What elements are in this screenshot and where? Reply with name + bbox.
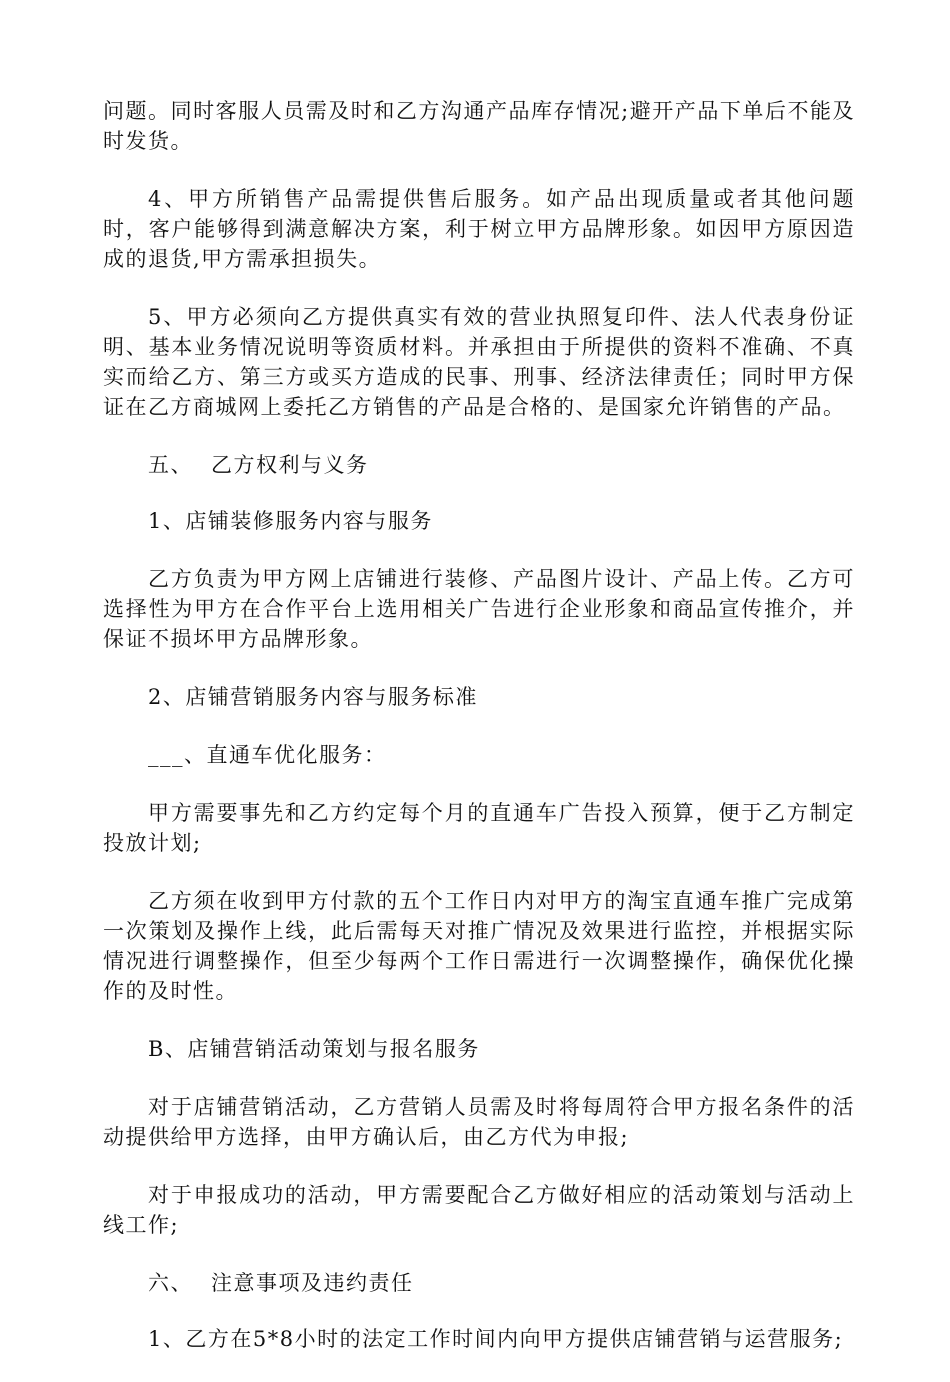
paragraph-through-train-service: ___、直通车优化服务： [148,743,387,767]
document-body [103,96,855,1382]
paragraph-item-b-campaigns: B、店铺营销活动策划与报名服务 [148,1037,480,1061]
paragraph-clause-5-qualifications: 5、甲方必须向乙方提供真实有效的营业执照复印件、法人代表身份证明、基本业务情况说明等资质材料。并承担由于所提供的资料不准确、不真实而给乙方、第三方或买方造成的民事、刑事、经济法律责任；同时甲方保证在乙方商城网上委托乙方销售的产品是合格的、是国家允许销售的产品。 [103,305,855,419]
section-heading-6 [103,1268,855,1298]
paragraph-item-1-store-decoration: 1、店铺装修服务内容与服务 [148,509,433,533]
paragraph-service-hours: 1、乙方在5*8小时的法定工作时间内向甲方提供店铺营销与运营服务; [148,1327,844,1351]
section-title: 乙方权利与义务 [211,453,369,477]
paragraph-inventory-note: 问题。同时客服人员需及时和乙方沟通产品库存情况;避开产品下单后不能及时发货。 [103,99,855,153]
section-number: 五、 [148,453,193,477]
section-number: 六、 [148,1271,193,1295]
paragraph-budget-agreement: 甲方需要事先和乙方约定每个月的直通车广告投入预算，便于乙方制定投放计划; [103,801,855,855]
paragraph-decoration-details: 乙方负责为甲方网上店铺进行装修、产品图片设计、产品上传。乙方可选择性为甲方在合作平台上选用相关广告进行企业形象和商品宣传推介，并保证不损坏甲方品牌形象。 [103,567,855,651]
section-title: 注意事项及违约责任 [211,1271,414,1295]
paragraph-campaign-cooperation: 对于申报成功的活动，甲方需要配合乙方做好相应的活动策划与活动上线工作; [103,1183,855,1237]
paragraph-campaign-selection: 对于店铺营销活动，乙方营销人员需及时将每周符合甲方报名条件的活动提供给甲方选择，由甲方确认后，由乙方代为申报; [103,1095,855,1149]
paragraph-optimization-schedule: 乙方须在收到甲方付款的五个工作日内对甲方的淘宝直通车推广完成第一次策划及操作上线，此后需每天对推广情况及效果进行监控，并根据实际情况进行调整操作，但至少每两个工作日需进行一次调整操作，确保优化操作的及时性。 [103,889,855,1003]
paragraph-item-2-marketing: 2、店铺营销服务内容与服务标准 [148,685,478,709]
section-heading-5 [103,450,855,480]
paragraph-clause-4-after-sales: 4、甲方所销售产品需提供售后服务。如产品出现质量或者其他问题时，客户能够得到满意解决方案，利于树立甲方品牌形象。如因甲方原因造成的退货,甲方需承担损失。 [103,187,855,271]
